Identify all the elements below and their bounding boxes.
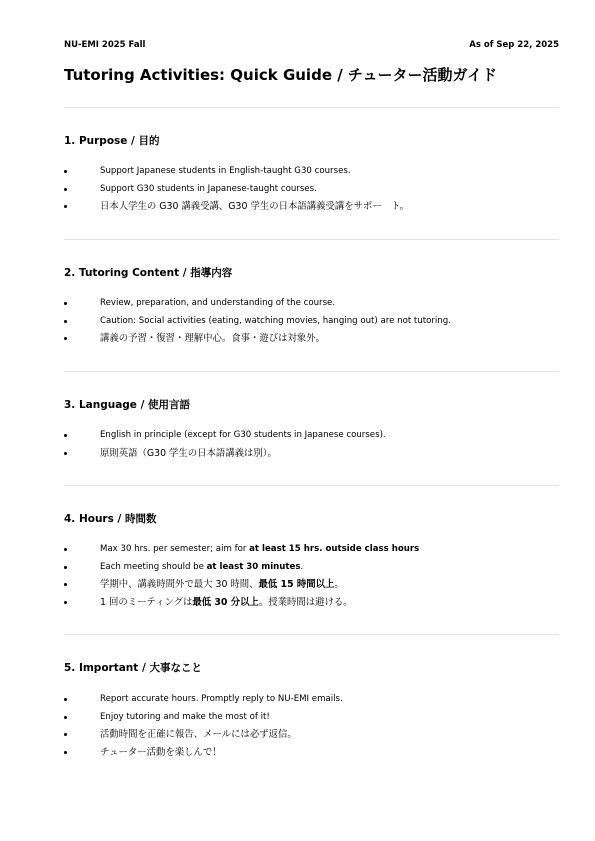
list-item: 講義の予習・復習・理解中心。食事・遊びは対象外。 [64, 330, 559, 348]
section-heading-tutoring-content: 2. Tutoring Content / 指導内容 [64, 267, 233, 279]
list-item: 活動時間を正確に報告、メールには必ず返信。 [64, 726, 559, 744]
bullet-icon [64, 601, 67, 604]
list-item: Caution: Social activities (eating, watching movies, hanging out) are not tutoring. [64, 313, 559, 331]
section-heading-purpose: 1. Purpose / 目的 [64, 135, 160, 147]
list-item: 日本人学生の G30 講義受講、G30 学生の日本語講義受講をサポー ト。 [64, 198, 559, 216]
bullet-icon [64, 548, 67, 551]
bullet-icon [64, 583, 67, 586]
purpose-list [64, 163, 559, 216]
bullet-icon [64, 337, 67, 340]
list-item: Report accurate hours. Promptly reply to NU-EMI emails. [64, 691, 559, 709]
emphasis-text: 最低 30 分以上 [192, 596, 259, 608]
section-heading-hours: 4. Hours / 時間数 [64, 513, 157, 525]
list-item: 学期中、講義時間外で最大 30 時間、最低 15 時間以上。 [64, 576, 559, 594]
list-item: Enjoy tutoring and make the most of it! [64, 709, 559, 727]
section-divider [64, 485, 559, 486]
title-divider [64, 107, 559, 108]
bullet-icon [64, 188, 67, 191]
bullet-icon [64, 205, 67, 208]
bullet-icon [64, 751, 67, 754]
bullet-icon [64, 733, 67, 736]
program-label: NU-EMI 2025 Fall [64, 40, 146, 50]
emphasis-text: 最低 15 時間以上 [258, 579, 335, 590]
list-item: 原則英語（G30 学生の日本語講義は別）。 [64, 445, 559, 463]
emphasis-text: at least 15 hrs. outside class hours [249, 544, 420, 554]
hours-list [64, 541, 559, 611]
list-item: Support Japanese students in English-taught G30 courses. [64, 163, 559, 181]
list-item: Each meeting should be at least 30 minutes. [64, 559, 559, 577]
page-header [64, 40, 559, 54]
list-item: 1 回のミーティングは最低 30 分以上。授業時間は避ける。 [64, 594, 559, 612]
bullet-icon [64, 698, 67, 701]
bullet-icon [64, 716, 67, 719]
section-divider [64, 371, 559, 372]
section-divider [64, 239, 559, 240]
bullet-icon [64, 434, 67, 437]
section-divider [64, 634, 559, 635]
important-list [64, 691, 559, 761]
tutoring-content-list [64, 295, 559, 348]
section-heading-language: 3. Language / 使用言語 [64, 399, 191, 411]
section-heading-important: 5. Important / 大事なこと [64, 662, 202, 674]
list-item: English in principle (except for G30 students in Japanese courses). [64, 427, 559, 445]
bullet-icon [64, 320, 67, 323]
list-item: Review, preparation, and understanding of the course. [64, 295, 559, 313]
bullet-icon [64, 170, 67, 173]
list-item: Support G30 students in Japanese-taught courses. [64, 181, 559, 199]
bullet-icon [64, 302, 67, 305]
bullet-icon [64, 566, 67, 569]
list-item: チューター活動を楽しんで！ [64, 744, 559, 762]
list-item: Max 30 hrs. per semester; aim for at least 15 hrs. outside class hours [64, 541, 559, 559]
language-list [64, 427, 559, 462]
date-label: As of Sep 22, 2025 [469, 40, 559, 50]
bullet-icon [64, 452, 67, 455]
page-title: Tutoring Activities: Quick Guide / チューター活動ガイド [64, 66, 498, 84]
emphasis-text: at least 30 minutes [206, 561, 301, 572]
